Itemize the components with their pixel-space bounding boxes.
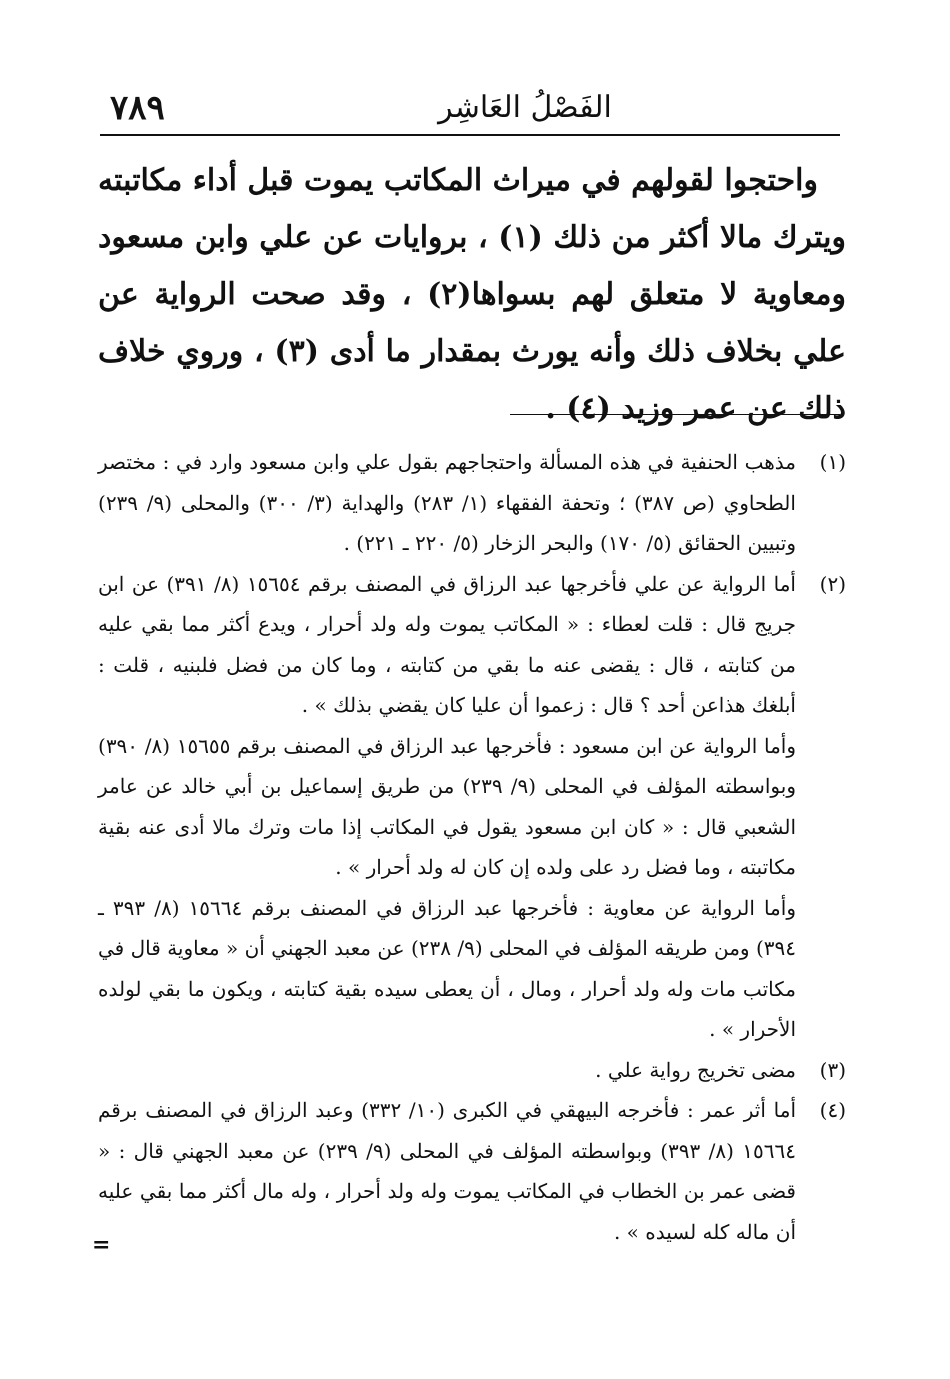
footnote-1 bbox=[98, 442, 846, 564]
chapter-title: الفَصْلُ العَاشِر bbox=[438, 90, 612, 125]
footnote-number: (٣) bbox=[819, 1057, 846, 1082]
footnote-text: أما أثر عمر : فأخرجه البيهقي في الكبرى (١٠/ ٣٣٢) وعبد الرزاق في المصنف برقم ١٥٦٦٤ (٨/ ٣٩٣) وبواسطته المؤلف في المحلى (٩/ ٢٣٩) عن معبد الجهني قال : « قضى عمر بن الخطاب في المكاتب يموت وله ولد أحرار ، وله مال أكثر مما بقي عليه أن ماله كله لسيده » . bbox=[98, 1098, 797, 1244]
footnote-2 bbox=[98, 564, 846, 1050]
footnote-text: وأما الرواية عن معاوية : فأخرجها عبد الرزاق في المصنف برقم ١٥٦٦٤ (٨/ ٣٩٣ ـ ٣٩٤) ومن طريقه المؤلف في المحلى (٩/ ٢٣٨) عن معبد الجهني أن « معاوية قال في مكاتب مات وله ولد أحرار ، ومال ، أن يعطى سيده بقية كتابته ، ويكون ما بقي لولده الأحرار » . bbox=[98, 895, 796, 1041]
footnote-number: (٤) bbox=[819, 1098, 846, 1122]
main-paragraph: واحتجوا لقولهم في ميراث المكاتب يموت قبل أداء مكاتبته ويترك مالا أكثر من ذلك (١) ، بروايات عن علي وابن مسعود ومعاوية لا متعلق لهم بسواها(٢) ، وقد صحت الرواية عن علي بخلاف ذلك وأنه يورث بمقدار ما أدى (٣) ، وروي خلاف ذلك عن عمر وزيد (٤) . bbox=[98, 163, 846, 426]
footnote-text: مضى تخريج رواية علي . bbox=[595, 1057, 796, 1082]
footnote-number: (٢) bbox=[819, 571, 846, 596]
footnote-4 bbox=[98, 1090, 846, 1252]
footnote-text: مذهب الحنفية في هذه المسألة واحتجاجهم بقول علي وابن مسعود وارد في : مختصر الطحاوي (ص ٣٨٧) ؛ وتحفة الفقهاء (١/ ٢٨٣) والهداية (٣/ ٣٠٠) والمحلى (٩/ ٢٣٩) وتبيين الحقائق (٥/ ١٧٠) والبحر الزخار (٥/ ٢٢٠ ـ ٢٢١) . bbox=[98, 450, 796, 555]
page-header bbox=[100, 84, 840, 136]
footnote-separator bbox=[510, 414, 840, 415]
footnote-text: أما الرواية عن علي فأخرجها عبد الرزاق في المصنف برقم ١٥٦٥٤ (٨/ ٣٩١) عن ابن جريج قال : قلت لعطاء : « المكاتب يموت وله ولد أحرار ، ويدع أكثر مما بقي عليه من كتابته ، قال : يقضى عنه ما بقي من كتابته ، وما كان من فضل فلبنيه ، قلت : أبلغك هذاعن أحد ؟ قال : زعموا أن عليا كان يقضي بذلك » . bbox=[98, 571, 796, 717]
main-text-block bbox=[98, 152, 846, 437]
footnotes-section bbox=[98, 442, 846, 1252]
footnote-number: (١) bbox=[819, 450, 846, 474]
page-number: ٧٨٩ bbox=[110, 88, 165, 128]
footnote-3 bbox=[98, 1050, 846, 1091]
footnote-text: وأما الرواية عن ابن مسعود : فأخرجها عبد الرزاق في المصنف برقم ١٥٦٥٥ (٨/ ٣٩٠) وبواسطته المؤلف في المحلى (٩/ ٢٣٩) من طريق إسماعيل بن أبي خالد عن عامر الشعبي قال : « كان ابن مسعود يقول في المكاتب إذا مات وترك مالا أدى عنه بقية مكاتبته ، وما فضل رد على ولده إن كان له ولد أحرار » . bbox=[98, 733, 796, 879]
continuation-mark: = bbox=[92, 1232, 111, 1258]
